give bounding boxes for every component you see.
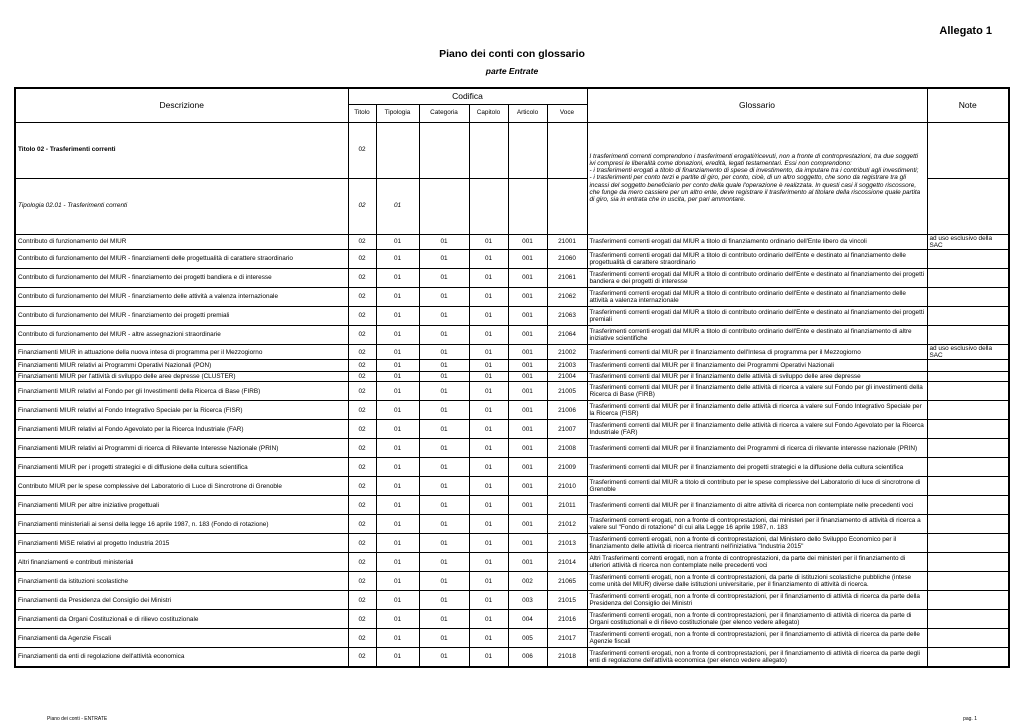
row-voce: 21011 xyxy=(547,496,587,515)
row-capitolo: 01 xyxy=(469,287,508,306)
row-voce: 21015 xyxy=(547,591,587,610)
row-categoria: 01 xyxy=(419,648,469,667)
row-tipologia: 01 xyxy=(376,306,419,325)
row-descrizione: Finanziamenti MIUR per altre iniziative progettuali xyxy=(15,496,348,515)
row-articolo: 001 xyxy=(508,477,547,496)
row-voce: 21003 xyxy=(547,360,587,372)
row-capitolo: 01 xyxy=(469,496,508,515)
row-titolo: 02 xyxy=(348,610,376,629)
row-titolo: 02 xyxy=(348,515,376,534)
row-voce: 21002 xyxy=(547,344,587,359)
row-tipologia: 01 xyxy=(376,515,419,534)
row-voce: 21006 xyxy=(547,401,587,420)
row-categoria: 01 xyxy=(419,325,469,344)
row-categoria: 01 xyxy=(419,591,469,610)
row-descrizione: Finanziamenti da Organi Costituzionali e di rilievo costituzionale xyxy=(15,610,348,629)
row-glossario: Trasferimenti correnti erogati dal MIUR a titolo di finanziamento ordinario dell'Ente libero da vincoli xyxy=(587,234,927,249)
row-capitolo: 01 xyxy=(469,249,508,268)
row-articolo: 001 xyxy=(508,249,547,268)
row-glossario: Trasferimenti correnti erogati, non a fronte di controprestazioni, dai ministeri per il finanziamento di attività di ricerca a valere sul "Fondo di rotazione" di cui alla Legge 16 aprile 1987, n. 183 xyxy=(587,515,927,534)
row-descrizione: Contributo di funzionamento del MIUR - altre assegnazioni straordinarie xyxy=(15,325,348,344)
row-articolo: 006 xyxy=(508,648,547,667)
row-note xyxy=(927,268,1009,287)
row-tipologia: 01 xyxy=(376,249,419,268)
row-categoria: 01 xyxy=(419,268,469,287)
row-tipologia: 01 xyxy=(376,534,419,553)
table-row xyxy=(15,439,1009,458)
row-tipologia: 01 xyxy=(376,287,419,306)
row-voce: 21012 xyxy=(547,515,587,534)
row-titolo: 02 xyxy=(348,249,376,268)
col-header-articolo: Articolo xyxy=(508,104,547,122)
tipologia-code: 01 xyxy=(376,178,419,234)
tipologia-titolo-code: 02 xyxy=(348,178,376,234)
row-note xyxy=(927,496,1009,515)
row-glossario: Trasferimenti correnti dal MIUR per il finanziamento dell'Intesa di programma per il Mezzogiorno xyxy=(587,344,927,359)
row-tipologia: 01 xyxy=(376,477,419,496)
row-note: ad uso esclusivo della SAC xyxy=(927,234,1009,249)
row-tipologia: 01 xyxy=(376,458,419,477)
row-glossario: Trasferimenti correnti erogati, non a fronte di controprestazioni, per il finanziamento di attività di ricerca da parte degli enti di regolazione dell'attività economica (per elenco vedere allegato) xyxy=(587,648,927,667)
table-row xyxy=(15,515,1009,534)
accounts-table xyxy=(14,87,1010,668)
row-titolo: 02 xyxy=(348,360,376,372)
row-capitolo: 01 xyxy=(469,648,508,667)
row-tipologia: 01 xyxy=(376,553,419,572)
table-row xyxy=(15,477,1009,496)
table-row xyxy=(15,401,1009,420)
row-titolo: 02 xyxy=(348,553,376,572)
col-header-categoria: Categoria xyxy=(419,104,469,122)
footer-left: Piano dei conti - ENTRATE xyxy=(47,716,108,722)
row-descrizione: Contributo di funzionamento del MIUR - finanziamento dei progetti premiali xyxy=(15,306,348,325)
row-voce: 21016 xyxy=(547,610,587,629)
row-note xyxy=(927,553,1009,572)
row-capitolo: 01 xyxy=(469,572,508,591)
row-note xyxy=(927,629,1009,648)
row-tipologia: 01 xyxy=(376,234,419,249)
row-categoria: 01 xyxy=(419,477,469,496)
row-tipologia: 01 xyxy=(376,382,419,401)
row-articolo: 001 xyxy=(508,420,547,439)
row-descrizione: Finanziamenti da enti di regolazione dell'attività economica xyxy=(15,648,348,667)
titolo-02-label: Titolo 02 - Trasferimenti correnti xyxy=(15,122,348,178)
row-note xyxy=(927,648,1009,667)
page-title: Piano dei conti con glossario xyxy=(439,48,585,60)
titolo-glossary xyxy=(587,122,927,234)
row-capitolo: 01 xyxy=(469,534,508,553)
row-capitolo: 01 xyxy=(469,439,508,458)
table-row xyxy=(15,344,1009,359)
row-voce: 21017 xyxy=(547,629,587,648)
allegato-label: Allegato 1 xyxy=(939,25,992,37)
row-categoria: 01 xyxy=(419,420,469,439)
row-note xyxy=(927,572,1009,591)
row-categoria: 01 xyxy=(419,572,469,591)
col-header-descrizione: Descrizione xyxy=(15,88,348,122)
row-voce: 21062 xyxy=(547,287,587,306)
table-row xyxy=(15,249,1009,268)
row-articolo: 001 xyxy=(508,515,547,534)
row-categoria: 01 xyxy=(419,306,469,325)
row-note xyxy=(927,591,1009,610)
table-row xyxy=(15,287,1009,306)
row-capitolo: 01 xyxy=(469,477,508,496)
table-row xyxy=(15,591,1009,610)
row-titolo: 02 xyxy=(348,268,376,287)
table-row xyxy=(15,372,1009,382)
footer-right: pag. 1 xyxy=(963,716,977,722)
row-titolo: 02 xyxy=(348,306,376,325)
page-subtitle: parte Entrate xyxy=(485,66,539,76)
col-header-capitolo: Capitolo xyxy=(469,104,508,122)
row-voce: 21014 xyxy=(547,553,587,572)
row-titolo: 02 xyxy=(348,325,376,344)
row-titolo: 02 xyxy=(348,629,376,648)
row-tipologia: 01 xyxy=(376,610,419,629)
row-glossario: Trasferimenti correnti erogati, non a fronte di controprestazioni, per il finanziamento di attività di ricerca da parte delle Agenzie fiscali xyxy=(587,629,927,648)
row-descrizione: Altri finanziamenti e contributi ministeriali xyxy=(15,553,348,572)
row-note xyxy=(927,439,1009,458)
row-articolo: 001 xyxy=(508,360,547,372)
row-glossario: Trasferimenti correnti erogati, non a fronte di controprestazioni, per il finanziamento di attività di ricerca da parte di Organi costituzionali e di rilievo costituzionale (per elenco vedere allegato) xyxy=(587,610,927,629)
row-voce: 21004 xyxy=(547,372,587,382)
row-glossario: Trasferimenti correnti dal MIUR per il finanziamento dei Programmi di ricerca di rilevante interesse nazionale (PRIN) xyxy=(587,439,927,458)
row-note xyxy=(927,610,1009,629)
row-categoria: 01 xyxy=(419,496,469,515)
table-row xyxy=(15,360,1009,372)
row-titolo: 02 xyxy=(348,439,376,458)
row-note xyxy=(927,401,1009,420)
row-tipologia: 01 xyxy=(376,629,419,648)
row-articolo: 001 xyxy=(508,372,547,382)
row-titolo: 02 xyxy=(348,372,376,382)
row-glossario: Trasferimenti correnti dal MIUR a titolo di contributo per le spese complessive del Laboratorio di luce di sincrotrone di Grenoble xyxy=(587,477,927,496)
row-descrizione: Contributo di funzionamento del MIUR - finanziamenti delle progettualità di carattere straordinario xyxy=(15,249,348,268)
row-titolo: 02 xyxy=(348,382,376,401)
row-articolo: 003 xyxy=(508,591,547,610)
row-categoria: 01 xyxy=(419,458,469,477)
row-tipologia: 01 xyxy=(376,648,419,667)
row-descrizione: Finanziamenti MIUR relativi al Fondo Integrativo Speciale per la Ricerca (FISR) xyxy=(15,401,348,420)
row-voce: 21065 xyxy=(547,572,587,591)
row-titolo: 02 xyxy=(348,572,376,591)
table-row xyxy=(15,648,1009,667)
table-row xyxy=(15,629,1009,648)
row-glossario: Trasferimenti correnti erogati dal MIUR a titolo di contributo ordinario dell'Ente e destinato al finanziamento delle progettualità di carattere straordinario xyxy=(587,249,927,268)
row-glossario: Trasferimenti correnti dal MIUR per il finanziamento delle attività di ricerca a valere sul Fondo Agevolato per la Ricerca Industriale (FAR) xyxy=(587,420,927,439)
table-row xyxy=(15,572,1009,591)
row-note xyxy=(927,477,1009,496)
row-descrizione: Finanziamenti MIUR relativi ai Programmi Operativi Nazionali (PON) xyxy=(15,360,348,372)
row-glossario: Trasferimenti correnti erogati, non a fronte di controprestazioni, da parte di istituzioni scolastiche pubbliche (intese come unità del MIUR) diverse dalle istituzioni universitarie, per il finanziamento di attività di ricerca. xyxy=(587,572,927,591)
row-descrizione: Finanziamenti MIUR relativi al Fondo per gli Investimenti della Ricerca di Base (FIRB) xyxy=(15,382,348,401)
col-header-voce: Voce xyxy=(547,104,587,122)
col-header-titolo: Titolo xyxy=(348,104,376,122)
table-row xyxy=(15,268,1009,287)
row-categoria: 01 xyxy=(419,234,469,249)
row-glossario: Trasferimenti correnti erogati dal MIUR a titolo di contributo ordinario dell'Ente e destinato al finanziamento delle attività a valenza internazionale xyxy=(587,287,927,306)
row-capitolo: 01 xyxy=(469,401,508,420)
row-articolo: 001 xyxy=(508,344,547,359)
row-titolo: 02 xyxy=(348,591,376,610)
row-titolo: 02 xyxy=(348,477,376,496)
row-articolo: 001 xyxy=(508,496,547,515)
row-glossario: Trasferimenti correnti erogati dal MIUR a titolo di contributo ordinario dell'Ente e destinato al finanziamento dei progetti premiali xyxy=(587,306,927,325)
row-note xyxy=(927,515,1009,534)
row-capitolo: 01 xyxy=(469,420,508,439)
titolo-glossary-p2: - i trasferimenti erogati a titolo di finanziamento di spese di investimento, da imputare tra i contributi agli investimenti; xyxy=(589,167,919,175)
row-articolo: 002 xyxy=(508,572,547,591)
row-categoria: 01 xyxy=(419,360,469,372)
row-tipologia: 01 xyxy=(376,572,419,591)
row-note xyxy=(927,420,1009,439)
row-categoria: 01 xyxy=(419,287,469,306)
row-voce: 21013 xyxy=(547,534,587,553)
row-note xyxy=(927,372,1009,382)
row-descrizione: Finanziamenti da istituzioni scolastiche xyxy=(15,572,348,591)
row-descrizione: Finanziamenti MIUR per l'attività di sviluppo delle aree depresse (CLUSTER) xyxy=(15,372,348,382)
row-glossario: Trasferimenti correnti dal MIUR per il finanziamento delle attività di ricerca a valere sul Fondo per gli investimenti della Ricerca di Base (FIRB) xyxy=(587,382,927,401)
row-articolo: 001 xyxy=(508,458,547,477)
titolo-glossary-p1: I trasferimenti correnti comprendono i trasferimenti erogati/ricevuti, non a fronte di controprestazioni, tra due soggetti ivi compresi le liberalità come donazioni, eredità, legati testamentari. Essi non comprendono: xyxy=(589,152,919,167)
row-descrizione: Finanziamenti MIUR in attuazione della nuova intesa di programma per il Mezzogiorno xyxy=(15,344,348,359)
row-articolo: 001 xyxy=(508,325,547,344)
row-categoria: 01 xyxy=(419,439,469,458)
row-articolo: 001 xyxy=(508,306,547,325)
row-glossario: Trasferimenti correnti erogati dal MIUR a titolo di contributo ordinario dell'Ente e destinato al finanziamento di altre iniziative scientifiche xyxy=(587,325,927,344)
row-note xyxy=(927,382,1009,401)
table-row xyxy=(15,325,1009,344)
row-categoria: 01 xyxy=(419,629,469,648)
col-header-codifica: Codifica xyxy=(348,88,587,104)
row-categoria: 01 xyxy=(419,249,469,268)
table-row xyxy=(15,234,1009,249)
row-voce: 21061 xyxy=(547,268,587,287)
table-row xyxy=(15,553,1009,572)
row-voce: 21060 xyxy=(547,249,587,268)
row-note: ad uso esclusivo della SAC xyxy=(927,344,1009,359)
row-descrizione: Contributo di funzionamento del MIUR xyxy=(15,234,348,249)
row-tipologia: 01 xyxy=(376,496,419,515)
row-capitolo: 01 xyxy=(469,458,508,477)
row-glossario: Trasferimenti correnti dal MIUR per il finanziamento dei progetti strategici e la diffusione della cultura scientifica xyxy=(587,458,927,477)
row-articolo: 005 xyxy=(508,629,547,648)
col-header-note: Note xyxy=(927,88,1009,122)
row-titolo: 02 xyxy=(348,420,376,439)
row-glossario: Altri Trasferimenti correnti erogati, non a fronte di controprestazioni, da parte dei ministeri per il finanziamento di ulteriori attività di ricerca non contemplate nelle precedenti voci xyxy=(587,553,927,572)
row-descrizione: Finanziamenti da Agenzie Fiscali xyxy=(15,629,348,648)
row-articolo: 001 xyxy=(508,382,547,401)
row-note xyxy=(927,287,1009,306)
row-capitolo: 01 xyxy=(469,344,508,359)
table-row xyxy=(15,306,1009,325)
row-capitolo: 01 xyxy=(469,234,508,249)
row-tipologia: 01 xyxy=(376,360,419,372)
row-voce: 21005 xyxy=(547,382,587,401)
row-glossario: Trasferimenti correnti erogati, non a fronte di controprestazioni, dal Ministero dello Sviluppo Economico per il finanziamento delle attività di ricerca rientranti nell'iniziativa "Industria 2015" xyxy=(587,534,927,553)
row-descrizione: Finanziamenti MiSE relativi al progetto Industria 2015 xyxy=(15,534,348,553)
row-descrizione: Finanziamenti da Presidenza del Consiglio dei Ministri xyxy=(15,591,348,610)
row-tipologia: 01 xyxy=(376,401,419,420)
col-header-glossario: Glossario xyxy=(587,88,927,122)
titolo-02-code: 02 xyxy=(348,122,376,178)
table-row xyxy=(15,496,1009,515)
row-capitolo: 01 xyxy=(469,325,508,344)
row-glossario: Trasferimenti correnti erogati dal MIUR a titolo di contributo ordinario dell'Ente e destinato al finanziamento dei progetti bandiera e dei progetti di interesse xyxy=(587,268,927,287)
row-articolo: 001 xyxy=(508,287,547,306)
row-descrizione: Finanziamenti MIUR relativi ai Programmi di ricerca di Rilevante Interesse Nazionale (PRIN) xyxy=(15,439,348,458)
table-row xyxy=(15,458,1009,477)
row-voce: 21064 xyxy=(547,325,587,344)
table-row xyxy=(15,420,1009,439)
row-note xyxy=(927,458,1009,477)
row-articolo: 001 xyxy=(508,439,547,458)
row-voce: 21010 xyxy=(547,477,587,496)
row-categoria: 01 xyxy=(419,553,469,572)
row-voce: 21009 xyxy=(547,458,587,477)
titolo-glossary-p3: - i trasferimenti per conto terzi e partite di giro, per conto, cioè, di un altro soggetto, che sono da registrare tra gli incassi del soggetto beneficiario per conto della quale l'operazione è realizzata. In questi casi il soggetto riscossore, che funge da mero cassiere per un altro ente, deve registrare il trasferimento al titolare della riscossione quale partita di giro, sia in entrata che in uscita, per pari ammontare. xyxy=(589,174,921,203)
row-articolo: 001 xyxy=(508,268,547,287)
row-titolo: 02 xyxy=(348,344,376,359)
row-tipologia: 01 xyxy=(376,591,419,610)
row-tipologia: 01 xyxy=(376,420,419,439)
row-categoria: 01 xyxy=(419,401,469,420)
row-note xyxy=(927,306,1009,325)
row-note xyxy=(927,249,1009,268)
row-capitolo: 01 xyxy=(469,382,508,401)
row-titolo: 02 xyxy=(348,648,376,667)
row-articolo: 001 xyxy=(508,534,547,553)
row-descrizione: Contributo di funzionamento del MIUR - finanziamento dei progetti bandiera e di interesse xyxy=(15,268,348,287)
row-categoria: 01 xyxy=(419,382,469,401)
row-capitolo: 01 xyxy=(469,629,508,648)
row-glossario: Trasferimenti correnti dal MIUR per il finanziamento delle attività di ricerca a valere sul Fondo Integrativo Speciale per la Ricerca (FISR) xyxy=(587,401,927,420)
row-glossario: Trasferimenti correnti erogati, non a fronte di controprestazioni, per il finanziamento di attività di ricerca da parte della Presidenza del Consiglio dei Ministri xyxy=(587,591,927,610)
row-descrizione: Finanziamenti MIUR relativi al Fondo Agevolato per la Ricerca Industriale (FAR) xyxy=(15,420,348,439)
row-capitolo: 01 xyxy=(469,372,508,382)
row-articolo: 004 xyxy=(508,610,547,629)
row-titolo: 02 xyxy=(348,401,376,420)
row-descrizione: Finanziamenti ministeriali ai sensi della legge 16 aprile 1987, n. 183 (Fondo di rotazione) xyxy=(15,515,348,534)
tipologia-02-01-label: Tipologia 02.01 - Trasferimenti correnti xyxy=(15,178,348,234)
row-capitolo: 01 xyxy=(469,610,508,629)
row-glossario: Trasferimenti correnti dal MIUR per il finanziamento di altre attività di ricerca non contemplate nelle precedenti voci xyxy=(587,496,927,515)
row-capitolo: 01 xyxy=(469,268,508,287)
row-tipologia: 01 xyxy=(376,325,419,344)
row-descrizione: Contributo MIUR per le spese complessive del Laboratorio di Luce di Sincrotrone di Grenoble xyxy=(15,477,348,496)
row-tipologia: 01 xyxy=(376,439,419,458)
row-capitolo: 01 xyxy=(469,553,508,572)
row-titolo: 02 xyxy=(348,534,376,553)
row-articolo: 001 xyxy=(508,553,547,572)
table-row xyxy=(15,534,1009,553)
row-voce: 21007 xyxy=(547,420,587,439)
row-note xyxy=(927,534,1009,553)
row-titolo: 02 xyxy=(348,496,376,515)
row-note xyxy=(927,360,1009,372)
row-note xyxy=(927,325,1009,344)
row-glossario: Trasferimenti correnti dal MIUR per il finanziamento delle attività di sviluppo delle aree depresse xyxy=(587,372,927,382)
row-capitolo: 01 xyxy=(469,360,508,372)
table-row xyxy=(15,610,1009,629)
row-categoria: 01 xyxy=(419,372,469,382)
row-capitolo: 01 xyxy=(469,591,508,610)
row-tipologia: 01 xyxy=(376,372,419,382)
row-categoria: 01 xyxy=(419,344,469,359)
row-tipologia: 01 xyxy=(376,268,419,287)
row-voce: 21001 xyxy=(547,234,587,249)
row-descrizione: Finanziamenti MIUR per i progetti strategici e di diffusione della cultura scientifica xyxy=(15,458,348,477)
row-categoria: 01 xyxy=(419,534,469,553)
row-categoria: 01 xyxy=(419,515,469,534)
row-tipologia: 01 xyxy=(376,344,419,359)
row-articolo: 001 xyxy=(508,401,547,420)
row-capitolo: 01 xyxy=(469,306,508,325)
col-header-tipologia: Tipologia xyxy=(376,104,419,122)
row-articolo: 001 xyxy=(508,234,547,249)
row-titolo: 02 xyxy=(348,458,376,477)
row-titolo: 02 xyxy=(348,287,376,306)
row-descrizione: Contributo di funzionamento del MIUR - finanziamento delle attività a valenza internazionale xyxy=(15,287,348,306)
row-voce: 21008 xyxy=(547,439,587,458)
row-glossario: Trasferimenti correnti dal MIUR per il finanziamento dei Programmi Operativi Nazionali xyxy=(587,360,927,372)
row-titolo: 02 xyxy=(348,234,376,249)
row-voce: 21018 xyxy=(547,648,587,667)
table-row xyxy=(15,382,1009,401)
row-voce: 21063 xyxy=(547,306,587,325)
row-capitolo: 01 xyxy=(469,515,508,534)
row-categoria: 01 xyxy=(419,610,469,629)
